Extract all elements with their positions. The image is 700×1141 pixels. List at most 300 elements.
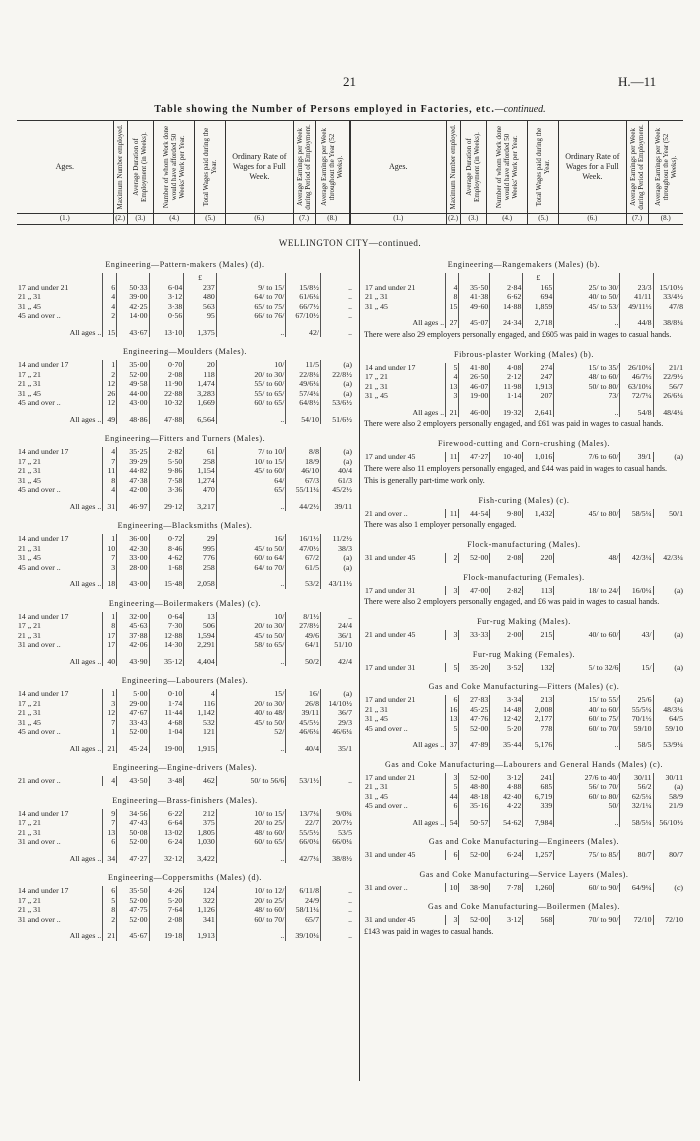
table-row [364,283,684,293]
value-cell: 17 [103,631,117,641]
value-cell: 52/ [216,727,286,737]
value-cell: 47·67 [117,708,149,718]
value-cell: .. [321,896,353,906]
section-note: £143 was paid in wages to casual hands. [364,926,494,936]
value-cell: 24/9 [286,896,321,906]
value-cell: 165 [523,283,554,293]
value-cell: 46/6¼ [286,727,321,737]
table-row [17,776,353,786]
value-cell: 9·80 [490,509,523,519]
column-number: (8.) [648,212,683,225]
value-cell: 17 [103,640,117,650]
total-value: .. [216,413,286,425]
value-cell: 33·43 [117,718,149,728]
value-cell: 46/10 [286,466,321,476]
value-cell: 7 [103,457,117,467]
value-cell: 7·78 [490,883,523,893]
value-cell: 35·00 [117,360,149,370]
value-cell: 274 [523,363,554,373]
value-cell: 66/7½ [286,302,321,312]
page-reference: H.—11 [618,74,657,89]
value-cell: 26/6¼ [653,391,684,401]
value-cell: 15/ [620,663,653,673]
value-cell: (a) [653,452,684,462]
table-row [17,466,353,476]
industry-section [364,617,684,640]
total-value: 46·97 [117,500,149,512]
value-cell: 60/ to 64/ [216,553,286,563]
value-cell: 532 [184,718,216,728]
total-value: 1,915 [184,742,216,754]
value-cell: 1,016 [523,452,554,462]
age-cell: 17 and under 21 [365,282,416,292]
value-cell: 42·30 [117,544,149,554]
age-cell: 14 and under 17 [18,534,69,544]
total-label: All ages .. [412,740,445,750]
table-row [364,382,684,392]
table-row [17,699,353,709]
table-row [17,621,353,631]
value-cell: 3·12 [490,773,523,783]
value-cell: 2 [103,370,117,380]
value-cell: (a) [321,457,353,467]
value-cell: 14·30 [149,640,184,650]
total-value: 21 [103,742,117,754]
header-fullwork-left: Number of whom Work done would have afforded 50 Weeks' Work per Year. [153,121,194,214]
section-table [364,850,684,860]
value-cell: 1 [103,689,117,699]
value-cell: 4 [103,776,117,786]
value-cell: 26/8 [286,699,321,709]
value-cell: 5·50 [149,457,184,467]
section-table [364,695,684,750]
total-value: 58/5¼ [620,816,653,828]
value-cell: 3·12 [149,292,184,302]
table-row [364,302,684,312]
total-row [17,852,353,864]
value-cell: 59/10 [653,724,684,734]
value-cell: 61/5 [286,563,321,573]
value-cell: 10/ [216,612,286,622]
value-cell: 42·25 [117,302,149,312]
value-cell: 39/1 [620,452,653,462]
table-row [364,883,684,893]
value-cell: 45·25 [459,705,490,715]
value-cell: 50/1 [653,509,684,519]
value-cell: 5·00 [117,689,149,699]
value-cell: 3 [103,699,117,709]
header-wages-left: Total Wages paid during the Year. [195,121,226,214]
value-cell: 35·25 [117,447,149,457]
total-label: All ages .. [69,656,102,666]
value-cell: 339 [523,801,554,811]
value-cell: 213 [523,695,554,705]
total-row [17,742,353,754]
column-number: (4.) [153,212,194,225]
value-cell: .. [321,311,353,321]
value-cell: 22·88 [149,389,184,399]
value-cell: 13 [184,612,216,622]
value-cell: 132 [523,663,554,673]
value-cell: 7·64 [149,905,184,915]
value-cell: 45/5½ [286,718,321,728]
age-cell: 17 „ 21 [18,818,41,828]
value-cell: 12·88 [149,631,184,641]
right-column [364,250,684,937]
value-cell: 58/ to 65/ [216,640,286,650]
value-cell: 0·10 [149,689,184,699]
value-cell: 8/1½ [286,612,321,622]
section-table [17,776,353,786]
total-value: 39/10¼ [286,929,321,941]
section-table [364,553,684,563]
value-cell: (a) [321,447,353,457]
value-cell: 685 [523,782,554,792]
value-cell: 33·00 [117,553,149,563]
age-cell: 45 and over .. [18,562,61,572]
table-row [17,534,353,544]
value-cell: 375 [184,818,216,828]
value-cell: 40/ to 60/ [554,705,620,715]
value-cell: 0·64 [149,612,184,622]
value-cell: 56/7 [653,382,684,392]
value-cell: 1 [103,727,117,737]
total-row [17,326,353,338]
value-cell: 42·40 [490,792,523,802]
left-column [17,250,353,941]
section-heading: Fibrous-plaster Working (Males) (b). [454,349,594,359]
age-cell: 21 „ 31 [18,827,41,837]
age-cell: 21 „ 31 [18,379,41,389]
value-cell: 2·12 [490,372,523,382]
value-cell: 42·00 [117,485,149,495]
value-cell: 27·83 [459,695,490,705]
total-value: 35·44 [490,738,523,750]
value-cell: 10/ to 15/ [216,809,286,819]
value-cell: 52·00 [459,850,490,860]
age-cell: 31 and over .. [365,882,408,892]
value-cell: 3·38 [149,302,184,312]
section-heading: Engineering—Labourers (Males). [121,676,249,685]
table-row [17,612,353,622]
value-cell: 1,432 [523,509,554,519]
total-value: 35/1 [321,742,353,754]
value-cell: 67/3 [286,476,321,486]
value-cell: 15 [446,302,459,312]
value-cell: 15/ to 35/ [554,363,620,373]
value-cell: (a) [653,586,684,596]
value-cell: 1,142 [184,708,216,718]
total-row [364,738,684,750]
total-value: 3,422 [184,852,216,864]
value-cell: 80/7 [620,850,653,860]
value-cell: 6·22 [149,809,184,819]
value-cell: 4·26 [149,886,184,896]
value-cell: 70/1½ [620,714,653,724]
value-cell: 3 [446,586,459,596]
age-cell: 17 and under 21 [365,772,416,782]
total-row [17,413,353,425]
value-cell: 48/3¼ [653,705,684,715]
value-cell: 16/ [216,534,286,544]
value-cell: 2,177 [523,714,554,724]
value-cell: 215 [523,630,554,640]
total-value: 58/5 [620,738,653,750]
value-cell: 64/ to 70/ [216,563,286,573]
value-cell: 60/ to 70/ [216,915,286,925]
value-cell: (a) [653,695,684,705]
column-number-row [17,212,683,225]
value-cell: 5 [446,782,459,792]
value-cell: 45·63 [117,621,149,631]
value-cell: (a) [321,553,353,563]
column-number: (6.) [558,212,626,225]
value-cell: 14·88 [490,302,523,312]
value-cell: 5 [446,663,459,673]
value-cell: 10/ [216,360,286,370]
value-cell: (a) [321,379,353,389]
value-cell: 65/ to 75/ [216,302,286,312]
value-cell: (a) [321,360,353,370]
value-cell: 22/9½ [653,372,684,382]
value-cell: 64/5 [653,714,684,724]
table-row [17,379,353,389]
value-cell: 776 [184,553,216,563]
value-cell: 55/ to 65/ [216,389,286,399]
value-cell: 322 [184,896,216,906]
value-cell: 12 [103,708,117,718]
value-cell: 48/ to 60/ [554,372,620,382]
value-cell: 11·44 [149,708,184,718]
value-cell: (a) [321,389,353,399]
value-cell: 47/8 [653,302,684,312]
table-row [17,370,353,380]
section-table [364,273,684,328]
value-cell: 48/ [554,553,620,563]
value-cell: 8 [103,905,117,915]
value-cell: 3 [446,773,459,783]
column-number: (8.) [315,212,350,225]
value-cell: 5·20 [490,724,523,734]
value-cell: 64/8½ [286,398,321,408]
industry-section [17,676,353,753]
value-cell: 57/4¼ [286,389,321,399]
total-value: .. [216,742,286,754]
value-cell: 43/ [620,630,653,640]
value-cell: 5 [103,896,117,906]
value-cell: 53/1½ [286,776,321,786]
value-cell: 5/ to 32/6 [554,663,620,673]
section-heading: Gas and Coke Manufacturing—Service Layers (Males). [419,869,629,879]
value-cell: 3 [446,915,459,925]
value-cell: 4·08 [490,363,523,373]
table-row [17,837,353,847]
column-number: (4.) [486,212,527,225]
value-cell: 1·68 [149,563,184,573]
industry-section [17,347,353,424]
value-cell: 45/ to 50/ [216,718,286,728]
value-cell: 2·08 [490,553,523,563]
section-heading: Gas and Coke Manufacturing—Fitters (Males) (c). [428,682,620,691]
age-cell: 45 and over .. [365,801,408,811]
total-label: All ages .. [69,853,102,863]
age-cell: 45 and over .. [365,723,408,733]
age-cell: 31 „ 45 [365,791,388,801]
table-row [364,663,684,673]
value-cell: 22/8¼ [286,370,321,380]
total-value: 48·86 [117,413,149,425]
total-value: .. [554,406,620,418]
value-cell: 10 [103,544,117,554]
value-cell: 220 [523,553,554,563]
value-cell: 20/ to 30/ [216,370,286,380]
value-cell: 3,283 [184,389,216,399]
total-label: All ages .. [412,318,445,328]
total-row [17,577,353,589]
table-row [364,705,684,715]
value-cell: 52·00 [459,915,490,925]
value-cell: 61/3 [321,476,353,486]
total-value: 42/7¼ [286,852,321,864]
value-cell: 58/9 [653,792,684,802]
total-value: 43/11½ [321,577,353,589]
industry-section [364,439,684,486]
value-cell: .. [321,292,353,302]
table-row [364,553,684,563]
value-cell: 48·18 [459,792,490,802]
age-cell: 17 and under 31 [365,662,416,672]
value-cell: 20 [184,360,216,370]
table-row [364,391,684,401]
section-note: There were also 11 employers personally engaged, and £44 was paid in wages to casual hands. [364,463,667,473]
value-cell: 470 [184,485,216,495]
section-heading: Engineering—Rangemakers (Males) (b). [447,260,601,269]
value-cell: 35·50 [459,283,490,293]
value-cell: 47·00 [459,586,490,596]
header-rate-right: Ordinary Rate of Wages for a Full Week. [558,121,626,214]
header-avg-year-left: Average Earnings per Week throughout the Year (52 Weeks). [315,121,350,214]
value-cell: 44·54 [459,509,490,519]
value-cell: 3·52 [490,663,523,673]
value-cell: 42/3¼ [620,553,653,563]
age-cell: 14 and under 17 [18,689,69,699]
total-value: 43·67 [117,326,149,338]
value-cell: (a) [653,782,684,792]
value-cell: 18/9 [286,457,321,467]
table-row [17,905,353,915]
section-heading: Engineering—Boilermakers (Males) (c). [108,598,262,608]
section-heading: Engineering—Coppersmiths (Males) (d). [108,873,262,882]
table-row [17,809,353,819]
value-cell: 11 [446,452,459,462]
value-cell: 7·30 [149,621,184,631]
section-table [364,630,684,640]
value-cell: 16/0¼ [620,586,653,596]
value-cell: 44 [446,792,459,802]
value-cell: 1,474 [184,379,216,389]
age-cell: 21 „ 31 [18,292,41,302]
value-cell: 45/2½ [321,485,353,495]
value-cell: 29/3 [321,718,353,728]
total-value: 45·24 [117,742,149,754]
table-row [364,630,684,640]
table-row [17,553,353,563]
value-cell: .. [321,915,353,925]
value-cell: 13 [446,382,459,392]
total-value: 31 [103,500,117,512]
value-cell: 34·56 [117,809,149,819]
section-heading: Engineering—Fitters and Turners (Males). [104,434,266,443]
value-cell: 64/ [216,476,286,486]
value-cell: 0·72 [149,534,184,544]
value-cell: 50/ to 80/ [554,382,620,392]
value-cell: 44·00 [117,389,149,399]
value-cell: (c) [653,883,684,893]
total-value: 21 [446,406,459,418]
value-cell: 15/8½ [286,283,321,293]
table-row [17,718,353,728]
total-value: 53/2 [286,577,321,589]
value-cell: 30/11 [653,773,684,783]
total-value: 21 [103,929,117,941]
value-cell: 33/4½ [653,292,684,302]
value-cell: 124 [184,886,216,896]
value-cell: 15/ [216,689,286,699]
value-cell: 1,805 [184,828,216,838]
total-value: 15 [103,326,117,338]
age-cell: 17 and under 21 [18,282,69,292]
value-cell: 6 [103,283,117,293]
header-duration-left: Average Duration of Employment (in Weeks). [127,121,153,214]
age-cell: 17 and under 31 [365,585,416,595]
value-cell: 1,126 [184,905,216,915]
age-cell: 31 „ 45 [18,475,41,485]
value-cell: 53/5 [321,828,353,838]
value-cell: 52·00 [117,370,149,380]
total-value: 3,217 [184,500,216,512]
value-cell: 4·68 [149,718,184,728]
value-cell: 6·04 [149,283,184,293]
value-cell: 480 [184,292,216,302]
total-value: 49 [103,413,117,425]
value-cell: 62/5¼ [620,792,653,802]
value-cell: 41·80 [459,363,490,373]
section-table [17,447,353,511]
age-cell: 31 and under 45 [365,553,416,563]
age-cell: 31 „ 45 [18,717,41,727]
value-cell: .. [321,283,353,293]
age-cell: 14 and under 17 [18,611,69,621]
value-cell: 14·00 [117,311,149,321]
total-value: 50·57 [459,816,490,828]
section-heading: Engineering—Blacksmiths (Males). [117,521,253,530]
value-cell: 45/ to 60/ [216,466,286,476]
age-cell: 17 „ 21 [18,456,41,466]
value-cell: 67/10½ [286,311,321,321]
value-cell: 45/ to 50/ [216,544,286,554]
value-cell: 72/10 [653,915,684,925]
table-row [17,708,353,718]
value-cell: 13 [446,714,459,724]
value-cell: 16/1½ [286,534,321,544]
age-cell: 45 and over .. [18,485,61,495]
total-value: 47·27 [117,852,149,864]
value-cell: 66/0¼ [286,837,321,847]
value-cell: 121 [184,727,216,737]
value-cell: 9/0¾ [321,809,353,819]
value-cell: 73/ [554,391,620,401]
value-cell: 47·27 [459,452,490,462]
